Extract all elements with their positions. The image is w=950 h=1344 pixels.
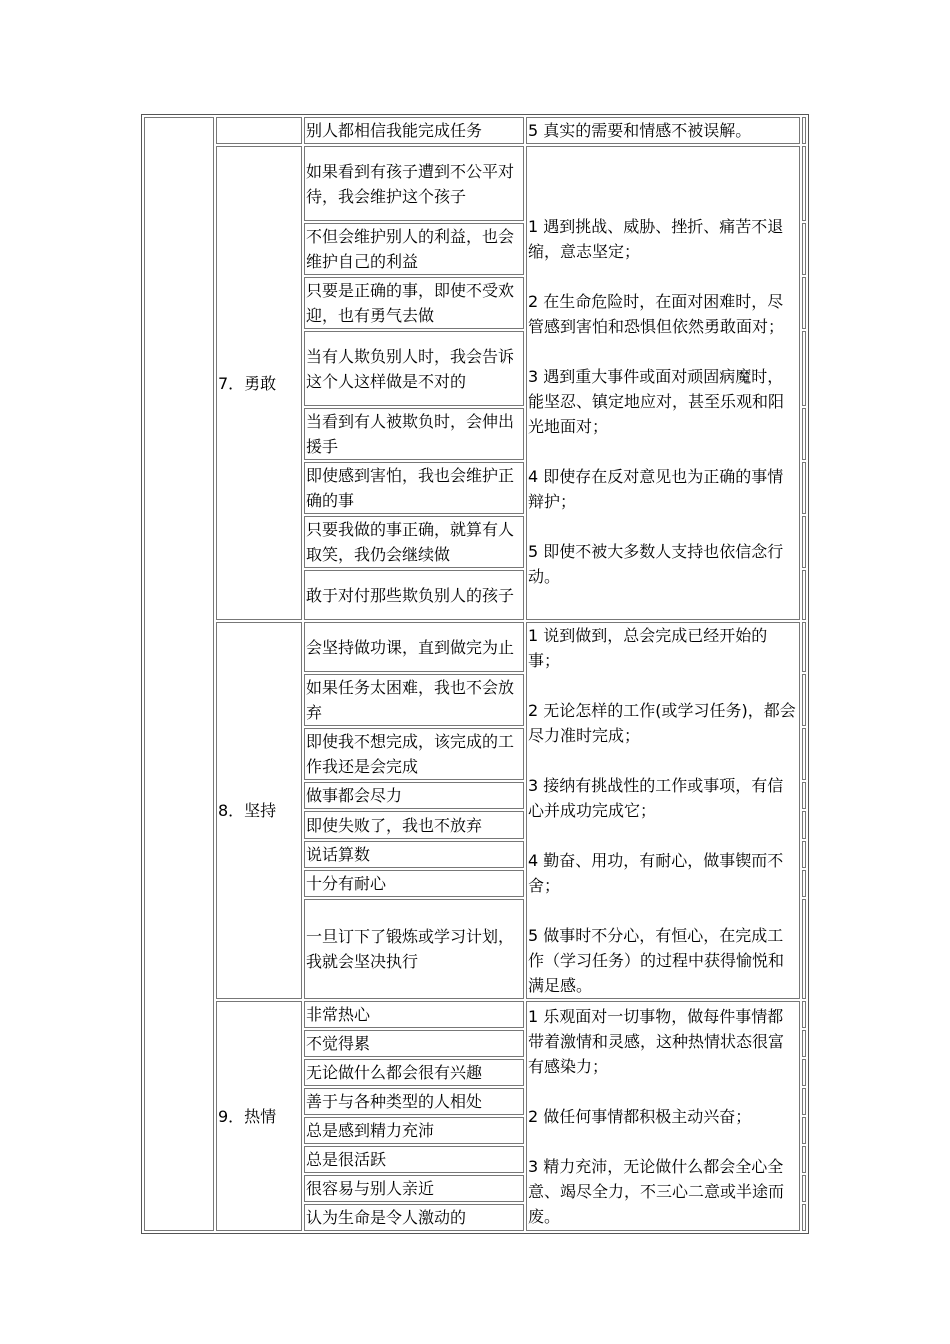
description-point: 5 即使不被大多数人支持也依信念行动。 [528, 542, 784, 586]
right-edge-cell [802, 1146, 806, 1173]
behavior-item: 无论做什么都会很有兴趣 [304, 1059, 524, 1086]
behavior-item: 只要是正确的事，即使不受欢迎，也有勇气去做 [304, 277, 524, 329]
behavior-item: 当有人欺负别人时，我会告诉这个人这样做是不对的 [304, 331, 524, 406]
table-row [144, 146, 806, 221]
description-point: 1 遇到挑战、威胁、挫折、痛苦不退缩，意志坚定； [528, 217, 784, 261]
right-edge-cell [802, 146, 806, 221]
behavior-item: 会坚持做功课，直到做完为止 [304, 622, 524, 672]
table-row [144, 1001, 806, 1028]
right-edge-cell [802, 841, 806, 868]
description-point: 2 在生命危险时，在面对困难时，尽管感到害怕和恐惧但依然勇敢面对； [528, 292, 785, 336]
description-point: 1 乐观面对一切事物，做每件事情都带着激情和灵感，这种热情状态很富有感染力； [528, 1006, 785, 1076]
behavior-item: 即使失败了，我也不放弃 [304, 811, 524, 838]
trait-description [526, 622, 800, 999]
description-point: 4 即使存在反对意见也为正确的事情辩护； [528, 467, 784, 511]
right-edge-cell [802, 1059, 806, 1086]
behavior-item: 善于与各种类型的人相处 [304, 1088, 524, 1115]
behavior-item: 十分有耐心 [304, 870, 524, 897]
right-edge-cell [802, 1001, 806, 1028]
behavior-item: 做事都会尽力 [304, 782, 524, 809]
behavior-item: 即使感到害怕，我也会维护正确的事 [304, 462, 524, 514]
behavior-item: 总是很活跃 [304, 1146, 524, 1173]
table-body [144, 117, 806, 1231]
behavior-item: 如果任务太困难，我也不会放弃 [304, 674, 524, 726]
table-row [144, 622, 806, 672]
trait-description [526, 117, 800, 144]
behavior-item: 一旦订下了锻炼或学习计划，我就会坚决执行 [304, 899, 524, 999]
description-point: 4 勤奋、用功，有耐心，做事锲而不舍； [528, 851, 784, 895]
right-edge-cell [802, 899, 806, 999]
right-edge-cell [802, 811, 806, 838]
behavior-item: 很容易与别人亲近 [304, 1175, 524, 1202]
trait-category: 9．热情 [216, 1001, 302, 1231]
description-point: 3 精力充沛，无论做什么都会全心全意、竭尽全力，不三心二意或半途而废。 [528, 1156, 785, 1226]
right-edge-cell [802, 277, 806, 329]
right-edge-cell [802, 462, 806, 514]
right-edge-cell [802, 1117, 806, 1144]
behavior-item: 总是感到精力充沛 [304, 1117, 524, 1144]
trait-table [141, 114, 809, 1234]
description-point: 5 真实的需要和情感不被误解。 [528, 121, 752, 140]
table-row [144, 117, 806, 144]
right-edge-cell [802, 1175, 806, 1202]
behavior-item: 即使我不想完成，该完成的工作我还是会完成 [304, 728, 524, 780]
trait-description [526, 146, 800, 620]
right-edge-cell [802, 782, 806, 809]
trait-category: 7．勇敢 [216, 146, 302, 620]
behavior-item: 不觉得累 [304, 1030, 524, 1057]
behavior-item: 只要我做的事正确，就算有人取笑，我仍会继续做 [304, 516, 524, 568]
right-edge-cell [802, 331, 806, 406]
behavior-item: 非常热心 [304, 1001, 524, 1028]
behavior-item: 说话算数 [304, 841, 524, 868]
description-point: 3 遇到重大事件或面对顽固病魔时，能坚忍、镇定地应对，甚至乐观和阳光地面对； [528, 367, 785, 436]
behavior-item: 如果看到有孩子遭到不公平对待，我会维护这个孩子 [304, 146, 524, 221]
right-edge-cell [802, 570, 806, 620]
right-edge-cell [802, 728, 806, 780]
right-edge-cell [802, 117, 806, 144]
description-point: 3 接纳有挑战性的工作或事项，有信心并成功完成它； [528, 776, 784, 820]
behavior-item: 认为生命是令人激动的 [304, 1204, 524, 1231]
description-point: 1 说到做到，总会完成已经开始的事； [528, 626, 768, 670]
description-point: 5 做事时不分心，有恒心，在完成工作（学习任务）的过程中获得愉悦和满足感。 [528, 926, 785, 995]
right-edge-cell [802, 622, 806, 672]
right-edge-cell [802, 223, 806, 275]
behavior-item: 不但会维护别人的利益，也会维护自己的利益 [304, 223, 524, 275]
right-edge-cell [802, 870, 806, 897]
description-point: 2 做任何事情都积极主动兴奋； [528, 1106, 752, 1126]
behavior-item: 当看到有人被欺负时，会伸出援手 [304, 408, 524, 460]
right-edge-cell [802, 516, 806, 568]
behavior-item: 别人都相信我能完成任务 [304, 117, 524, 144]
right-edge-cell [802, 408, 806, 460]
left-empty-column [144, 117, 214, 1231]
right-edge-cell [802, 1088, 806, 1115]
trait-description [526, 1001, 800, 1231]
right-edge-cell [802, 674, 806, 726]
description-point: 2 无论怎样的工作(或学习任务)，都会尽力准时完成； [528, 701, 796, 745]
behavior-item: 敢于对付那些欺负别人的孩子 [304, 570, 524, 620]
right-edge-cell [802, 1030, 806, 1057]
right-edge-cell [802, 1204, 806, 1231]
trait-category [216, 117, 302, 144]
trait-category: 8．坚持 [216, 622, 302, 999]
